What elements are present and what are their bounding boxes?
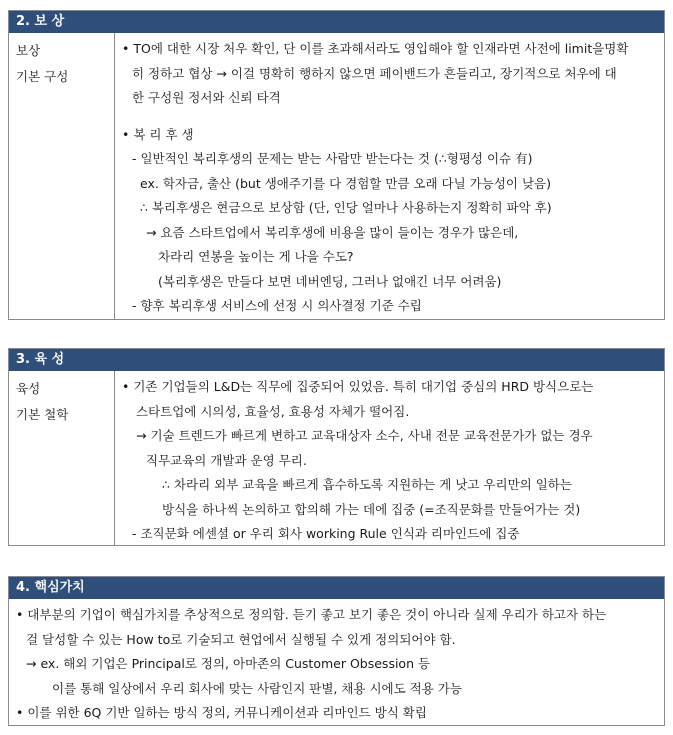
bullet-line: • TO에 대한 시장 처우 확인, 단 이를 초과해서라도 영입해야 할 인재라면 사전에 limit을명확 (122, 41, 629, 56)
text-line: ex. 학자금, 출산 (but 생애주기를 다 경험할 만큼 오래 다닐 가능성이 낮음) (140, 175, 551, 191)
text-line: (복리후생은 만들다 보면 네버엔딩, 그러나 없애긴 너무 어려움) (158, 273, 502, 289)
section-core-values (8, 576, 665, 726)
text-line: → 기술 트렌드가 빠르게 변하고 교육대상자 소수, 사내 전문 교육전문가가 없는 경우 (136, 428, 593, 443)
text-line: → ex. 해외 기업은 Principal로 정의, 아마존의 Customer Obsession 등 (26, 656, 431, 671)
text-line: 차라리 연봉을 높이는 게 나을 수도? (158, 249, 354, 264)
text-line: 직무교육의 개발과 운영 무리. (146, 452, 307, 468)
bullet-line: • 대부분의 기업이 핵심가치를 추상적으로 정의함. 듣기 좋고 보기 좋은 것이 아니라 실제 우리가 하고자 하는 (16, 607, 607, 622)
section-title: 4. 핵심가치 (9, 577, 664, 599)
text-line: 이를 통해 일상에서 우리 회사에 맞는 사람인지 판별, 채용 시에도 적용 가능 (52, 680, 462, 696)
bullet-line: • 이를 위한 6Q 기반 일하는 방식 정의, 커뮤니케이션과 리마인드 방식 확립 (16, 705, 427, 720)
text-line: → 요즘 스타트업에서 복리후생에 비용을 많이 들이는 경우가 많은데, (146, 224, 519, 240)
left-label: 기본 철학 (16, 407, 69, 422)
text-line: - 향후 복리후생 서비스에 선정 시 의사결정 기준 수립 (132, 298, 422, 313)
text-line: 한 구성원 정서와 신뢰 타격 (132, 90, 281, 105)
left-label: 육성 (16, 381, 41, 396)
content-column (115, 33, 664, 319)
text-line: - 일반적인 복리후생의 문제는 받는 사람만 받는다는 것 (∴형평성 이슈 有) (132, 151, 533, 166)
text-line: 방식을 하나씩 논의하고 합의해 가는 데에 집중 (=조직문화를 만들어가는 것) (162, 501, 581, 517)
left-label: 기본 구성 (16, 69, 69, 84)
text-line: - 조직문화 에센셜 or 우리 회사 working Rule 인식과 리마인드에 집중 (132, 526, 520, 541)
bullet-line: • 기존 기업들의 L&D는 직무에 집중되어 있었음. 특히 대기업 중심의 HRD 방식으로는 (122, 379, 594, 394)
section-compensation (8, 10, 665, 320)
text-line: 스타트업에 시의성, 효율성, 효용성 자체가 떨어짐. (136, 403, 410, 419)
text-line: ∴ 복리후생은 현금으로 보상함 (단, 인당 얼마나 사용하는지 정확히 파악 후) (140, 200, 552, 215)
content-column (9, 599, 664, 725)
left-label-column (9, 33, 115, 319)
text-line: 걸 달성할 수 있는 How to로 기술되고 현업에서 실행될 수 있게 정의되어야 함. (26, 631, 456, 647)
section-title: 3. 육 성 (9, 349, 664, 371)
content-column (115, 371, 664, 547)
section-title: 2. 보 상 (9, 11, 664, 33)
text-line: ∴ 차라리 외부 교육을 빠르게 흡수하도록 지원하는 게 낫고 우리만의 일하는 (162, 477, 572, 492)
text-line: 히 정하고 협상 → 이걸 명확히 행하지 않으면 페이밴드가 흔들리고, 장기적으로 처우에 대 (132, 65, 617, 81)
section-development (8, 348, 665, 546)
left-label-column (9, 371, 115, 545)
left-label: 보상 (16, 43, 41, 58)
bullet-line: • 복 리 후 생 (122, 126, 194, 142)
